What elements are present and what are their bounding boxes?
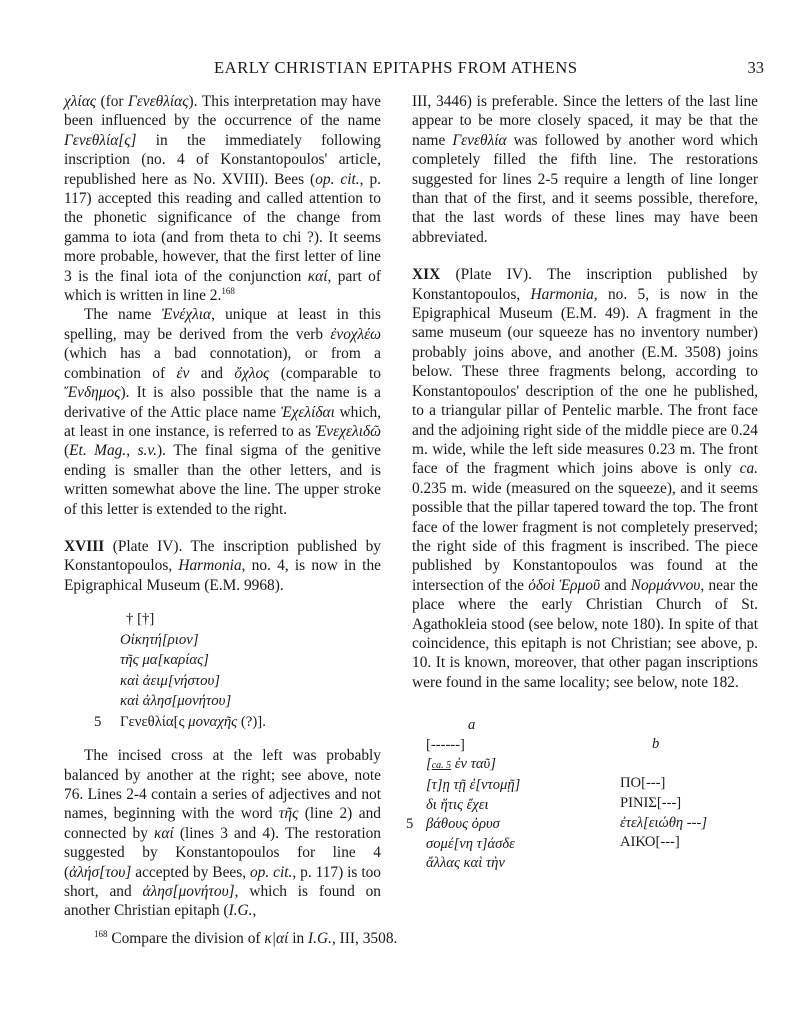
text-run: , p. 117) is too short, and [64, 863, 381, 900]
text-run: in [288, 930, 309, 947]
inscription-line: [τ]ῃ τῇ ἐ[ντομῇ] [426, 776, 521, 793]
inscription-text: βάθους ὀρυσ [426, 816, 500, 833]
inscription-text: ἐν ταῦ] [451, 756, 496, 773]
paragraph-enechlia [64, 305, 381, 518]
inscription-line: ἄλλας καὶ τὴν [426, 855, 505, 872]
greek-word: Γενεθλία[ς] [64, 131, 137, 149]
text-run: and [189, 364, 235, 382]
right-column [406, 92, 759, 872]
citation: Harmonia [178, 557, 242, 575]
text-run: ). The final sigma of the genitive ending is smaller than the other letters, and is written somewhat above the line. The upper stroke of this letter is extended to the right. [64, 442, 382, 518]
greek-word: Γενεθλίας [127, 93, 189, 110]
left-column [64, 92, 381, 921]
paragraph-incised-cross [64, 746, 381, 921]
text-run: , III, 3508. [331, 930, 398, 947]
inscription-line [94, 712, 381, 733]
inscription-text: μοναχῆς [188, 713, 238, 730]
section-xix [412, 265, 758, 692]
citation: I.G. [228, 902, 253, 920]
text-run: , which is found on another Christian epitaph ( [64, 883, 382, 920]
text-run: ). It is also possible that the name is a derivative of the Attic place name [64, 384, 381, 421]
greek-word: τῆς [278, 805, 299, 823]
greek-word: Ἔνδημος [64, 384, 121, 402]
inscription-text: Γενεθλία[ς [120, 713, 189, 730]
line-number: 5 [94, 713, 102, 730]
greek-word: ἀλήσ[του] [69, 863, 132, 881]
greek-word: Γενεθλία [452, 131, 507, 149]
section-number: XIX [412, 266, 441, 284]
greek-word: ἀλησ[μονήτου] [142, 883, 235, 900]
fragment-label: b [652, 736, 660, 753]
text-run: which, at least in one instance, is referred to as [64, 403, 381, 440]
inscription-line: † [†] [126, 611, 155, 628]
inscription-line: σομέ[νη τ]άσδε [426, 835, 515, 852]
inscription-line: τῆς μα[καρίας] [120, 652, 209, 669]
text-run: and [600, 576, 631, 594]
greek-word: ἐν [176, 364, 190, 382]
text-run: 0.235 m. wide (measured on the squeeze), and it seems possible that the pillar tapered toward the top. The front face of the lower fragment is not completely preserved; the right side of this fragment is inscribed. The piece published by Konstantopoulos was found at the intersection of the [412, 479, 758, 594]
text-run: The incised cross at the left was probably balanced by another at the right; see above, note 76. Lines 2-4 contain a series of adjectives and not names, beginning with the word [64, 747, 381, 823]
inscription-line [406, 815, 520, 835]
running-header [64, 58, 764, 80]
text-run: Compare the division of [107, 930, 265, 947]
text-run: accepted by Bees, [131, 863, 250, 881]
line-number: 5 [406, 816, 414, 833]
text-run: (Plate IV). The inscription published by Konstantopoulos, [64, 537, 381, 575]
greek-word: Ἐνέχλια [161, 306, 212, 324]
greek-word: ὁδοὶ Ἑρμοῦ [528, 576, 601, 594]
inscription-line: ἐτελ[ειώθη ---] [620, 814, 708, 831]
inscription-text: ca. 5 [431, 760, 452, 772]
greek-word: ὄχλος [234, 364, 270, 382]
section-number: XVIII [64, 537, 105, 555]
greek-word: Νορμάννου [630, 576, 701, 594]
inscription-xviii [94, 609, 381, 732]
greek-word: καί [154, 824, 174, 842]
citation: Et. Mag., s.v. [69, 442, 157, 460]
fragment-label: a [468, 717, 476, 734]
inscription-line [426, 755, 520, 776]
inscription-line: καὶ ἀειμ[νήστου] [120, 672, 221, 689]
text-run: , no. 4, is now in the Epigraphical Museum (E.M. 9968). [64, 557, 381, 594]
text-run: , [252, 902, 257, 920]
text-run: was followed by another word which completely filled the fifth line. The restorations suggested for lines 2-5 require a length of line longer than that of the first, and it seems possible, therefore, that the last words of these lines may have been abbreviated. [412, 131, 758, 246]
footnote-number: 168 [94, 928, 108, 939]
page-number: 33 [747, 58, 764, 77]
text-run: in the immediately following inscription (no. 4 of Konstantopoulos' article, republished here as No. XVIII). Bees ( [64, 131, 381, 188]
inscription-text: (?)]. [237, 713, 266, 730]
text-run: ). This interpretation may have been influenced by the occurrence of the name [64, 93, 381, 130]
text-run: (for [96, 93, 128, 110]
text-run: (line 2) and connected by [64, 805, 381, 842]
fragment-a [406, 716, 521, 874]
inscription-line: ΠΟ[---] [620, 775, 666, 792]
text-run: , part of which is written in line 2. [64, 267, 381, 305]
inscription-line: καὶ ἀλησ[μονήτου] [120, 693, 232, 710]
inscription-line: Οἰκητή[ριον] [120, 631, 199, 648]
inscription-line: ΡΙΝΙΣ[---] [620, 794, 682, 811]
citation: Harmonia [530, 285, 594, 303]
greek-word: καί [307, 267, 328, 285]
footnote-168 [94, 930, 397, 948]
inscription-line: δι ἥτις ἔχει [426, 796, 489, 813]
greek-word: κ|αί [264, 930, 289, 947]
fragment-b [620, 735, 707, 853]
inscription-text: [ [426, 756, 432, 773]
text-run: ( [64, 442, 70, 460]
text-run: The name [84, 306, 162, 324]
inscription-line: [------] [426, 736, 465, 753]
running-title: EARLY CHRISTIAN EPITAPHS FROM ATHENS [214, 58, 578, 77]
text-run: (comparable to [269, 364, 381, 382]
text-run: (lines 3 and 4). The restoration suggested by Konstantopoulos for line 4 ( [64, 824, 382, 881]
inscription-line: ΑΙΚΟ[---] [620, 834, 680, 851]
greek-word: Ἐνεχελιδῶ [315, 422, 381, 440]
section-xviii [64, 537, 381, 595]
text-run: III, 3446) is preferable. Since the letters of the last line appear to be more closely spaced, it may be that the name [412, 93, 758, 149]
text-run: (which has a bad connotation), or from a combination of [64, 345, 381, 382]
inscription-xix [406, 716, 758, 872]
greek-word: χλίας [64, 93, 97, 110]
text-run: , unique at least in this spelling, may be derived from the verb [64, 306, 381, 343]
paragraph-preferable [412, 92, 758, 247]
citation: op. cit. [249, 863, 293, 881]
text-run: , p. 117) accepted this reading and called attention to the phonetic significance of the change from gamma to iota (and from theta to chi ?). It seems more probable, however, that the first letter of line 3 is the final iota of the conjunction [64, 170, 381, 285]
abbreviation: ca. [739, 460, 758, 478]
text-run: (Plate IV). The inscription published by Konstantopoulos, [412, 266, 758, 303]
text-run: , near the place where the early Christian Church of St. Agathokleia stood (see below, note 180). In spite of that coincidence, this epitaph is not Christian; see above, p. 10. It is known, moreover, that other pagan inscriptions were found in the same locality; see below, note 182. [412, 576, 758, 691]
greek-word: ἐνοχλέω [330, 325, 381, 343]
greek-word: Ἐχελίδαι [280, 403, 335, 421]
citation: op. cit. [315, 170, 360, 188]
citation: I.G. [308, 930, 332, 947]
paragraph-chlias [64, 92, 381, 305]
footnote-ref: 168 [221, 285, 235, 296]
text-run: , no. 5, is now in the Epigraphical Museum (E.M. 49). A fragment in the same museum (our squeeze has no inventory number) probably joins above, and another (E.M. 3508) joins below. These three fragments belong, according to Konstantopoulos' description of the one he published, to a triangular pillar of Pentelic marble. The front face and the adjoining right side of the middle piece are 0.24 m. wide, while the left side measures 0.23 m. The front face of the fragment which joins above is only [412, 285, 759, 478]
